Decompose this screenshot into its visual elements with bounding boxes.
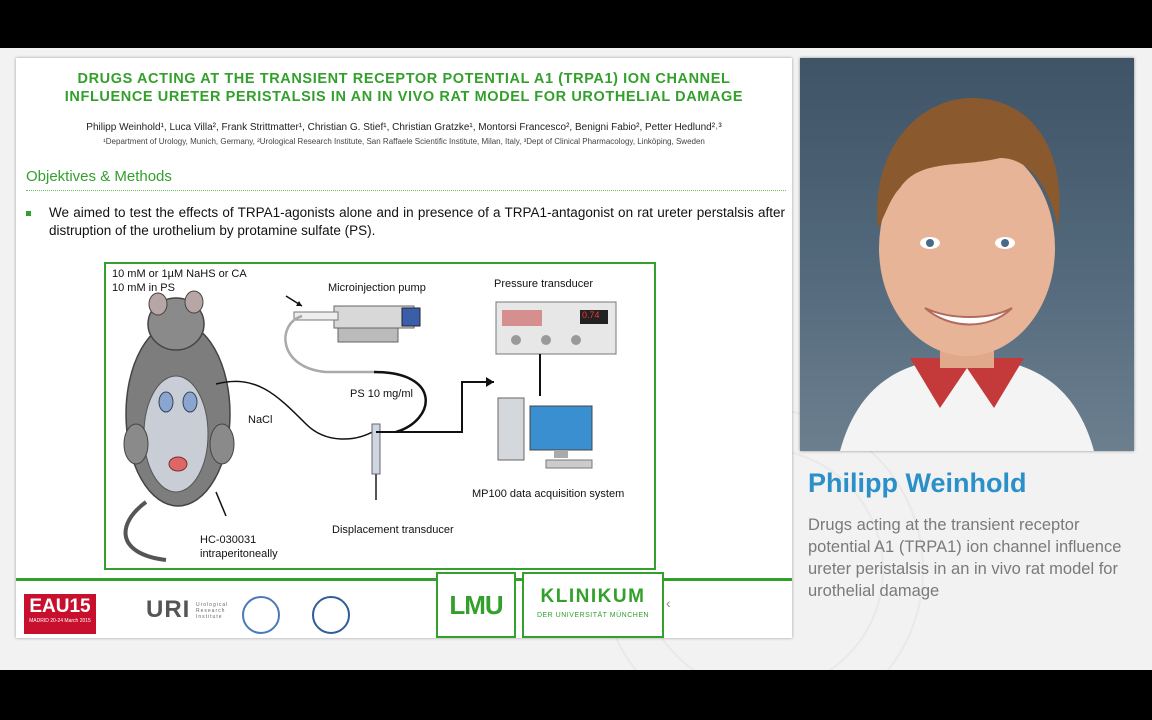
speaker-photo	[800, 58, 1134, 451]
presentation-slide	[16, 58, 792, 638]
klinikum-logo: KLINIKUM DER UNIVERSITÄT MÜNCHEN	[522, 572, 664, 638]
talk-title: Drugs acting at the transient receptor potential A1 (TRPA1) ion channel influence ureter peristalsis in an in vivo rat model for urothelial damage	[808, 516, 1122, 600]
agonist-label-1: 10 mM or 1µM NaHS or CA	[112, 268, 247, 280]
computer-illustration	[498, 398, 592, 468]
pressure-transducer-label: Pressure transducer	[494, 278, 594, 290]
microinjection-pump-illustration	[294, 306, 420, 342]
rat-illustration	[124, 291, 234, 560]
pressure-display-value: 0.74	[582, 310, 600, 320]
vitruvian-logo	[242, 596, 280, 634]
author-list: Philipp Weinhold¹, Luca Villa², Frank Strittmatter¹, Christian G. Stief¹, Christian Gratzke¹, Montorsi Francesco², Benigni Fabio², Petter Hedlund²˒³	[86, 122, 722, 133]
section-heading: Objektives & Methods	[26, 168, 172, 185]
slide-title	[16, 70, 792, 106]
eau15-logo: EAU15 MADRID 20-24 March 2015	[24, 594, 96, 634]
bullet-marker	[26, 211, 31, 216]
methods-diagram	[106, 264, 654, 568]
university-round-logo	[312, 596, 350, 634]
pressure-arrow-head	[486, 377, 494, 387]
video-stage	[0, 48, 1152, 670]
speaker-portrait	[800, 58, 1134, 451]
slide-title-line1: DRUGS ACTING AT THE TRANSIENT RECEPTOR POTENTIAL A1 (TRPA1) ION CHANNEL	[77, 71, 731, 87]
pump-label: Microinjection pump	[328, 282, 426, 294]
methods-figure	[104, 262, 656, 570]
arrow-hc	[216, 492, 226, 516]
section-divider	[26, 190, 786, 191]
agonist-label-2: 10 mM in PS	[112, 282, 175, 294]
footer-divider	[16, 578, 792, 581]
displacement-transducer-illustration	[372, 424, 380, 500]
hc-label-1: HC-030031	[200, 534, 257, 546]
nacl-label: NaCl	[248, 414, 273, 426]
hc-label-2: intraperitoneally	[200, 548, 278, 560]
ps-tube	[374, 372, 426, 432]
speaker-name: Philipp Weinhold	[808, 468, 1027, 498]
ps-label: PS 10 mg/ml	[350, 388, 413, 400]
uri-logo: URI Urological Research Institute	[146, 596, 229, 623]
slide-title-line2: INFLUENCE URETER PERISTALSIS IN AN IN VIVO RAT MODEL FOR UROTHELIAL DAMAGE	[64, 89, 744, 105]
bullet-text: We aimed to test the effects of TRPA1-agonists alone and in presence of a TRPA1-antagonist on rat ureter perstalsis after distruption of the urothelium by protamine sulfate (PS).	[49, 205, 785, 238]
affiliation-list: ¹Department of Urology, Munich, Germany, ²Urological Research Institute, San Raffaele Scientific Institute, Milan, Italy, ³Dept of Clinical Pharmacology, Linköping, Sweden	[103, 137, 705, 146]
mp100-label: MP100 data acquisition system	[472, 488, 625, 500]
chevron-left-icon: ‹	[666, 595, 671, 611]
displacement-label: Displacement transducer	[332, 524, 454, 536]
lmu-logo: LMU	[436, 572, 516, 638]
